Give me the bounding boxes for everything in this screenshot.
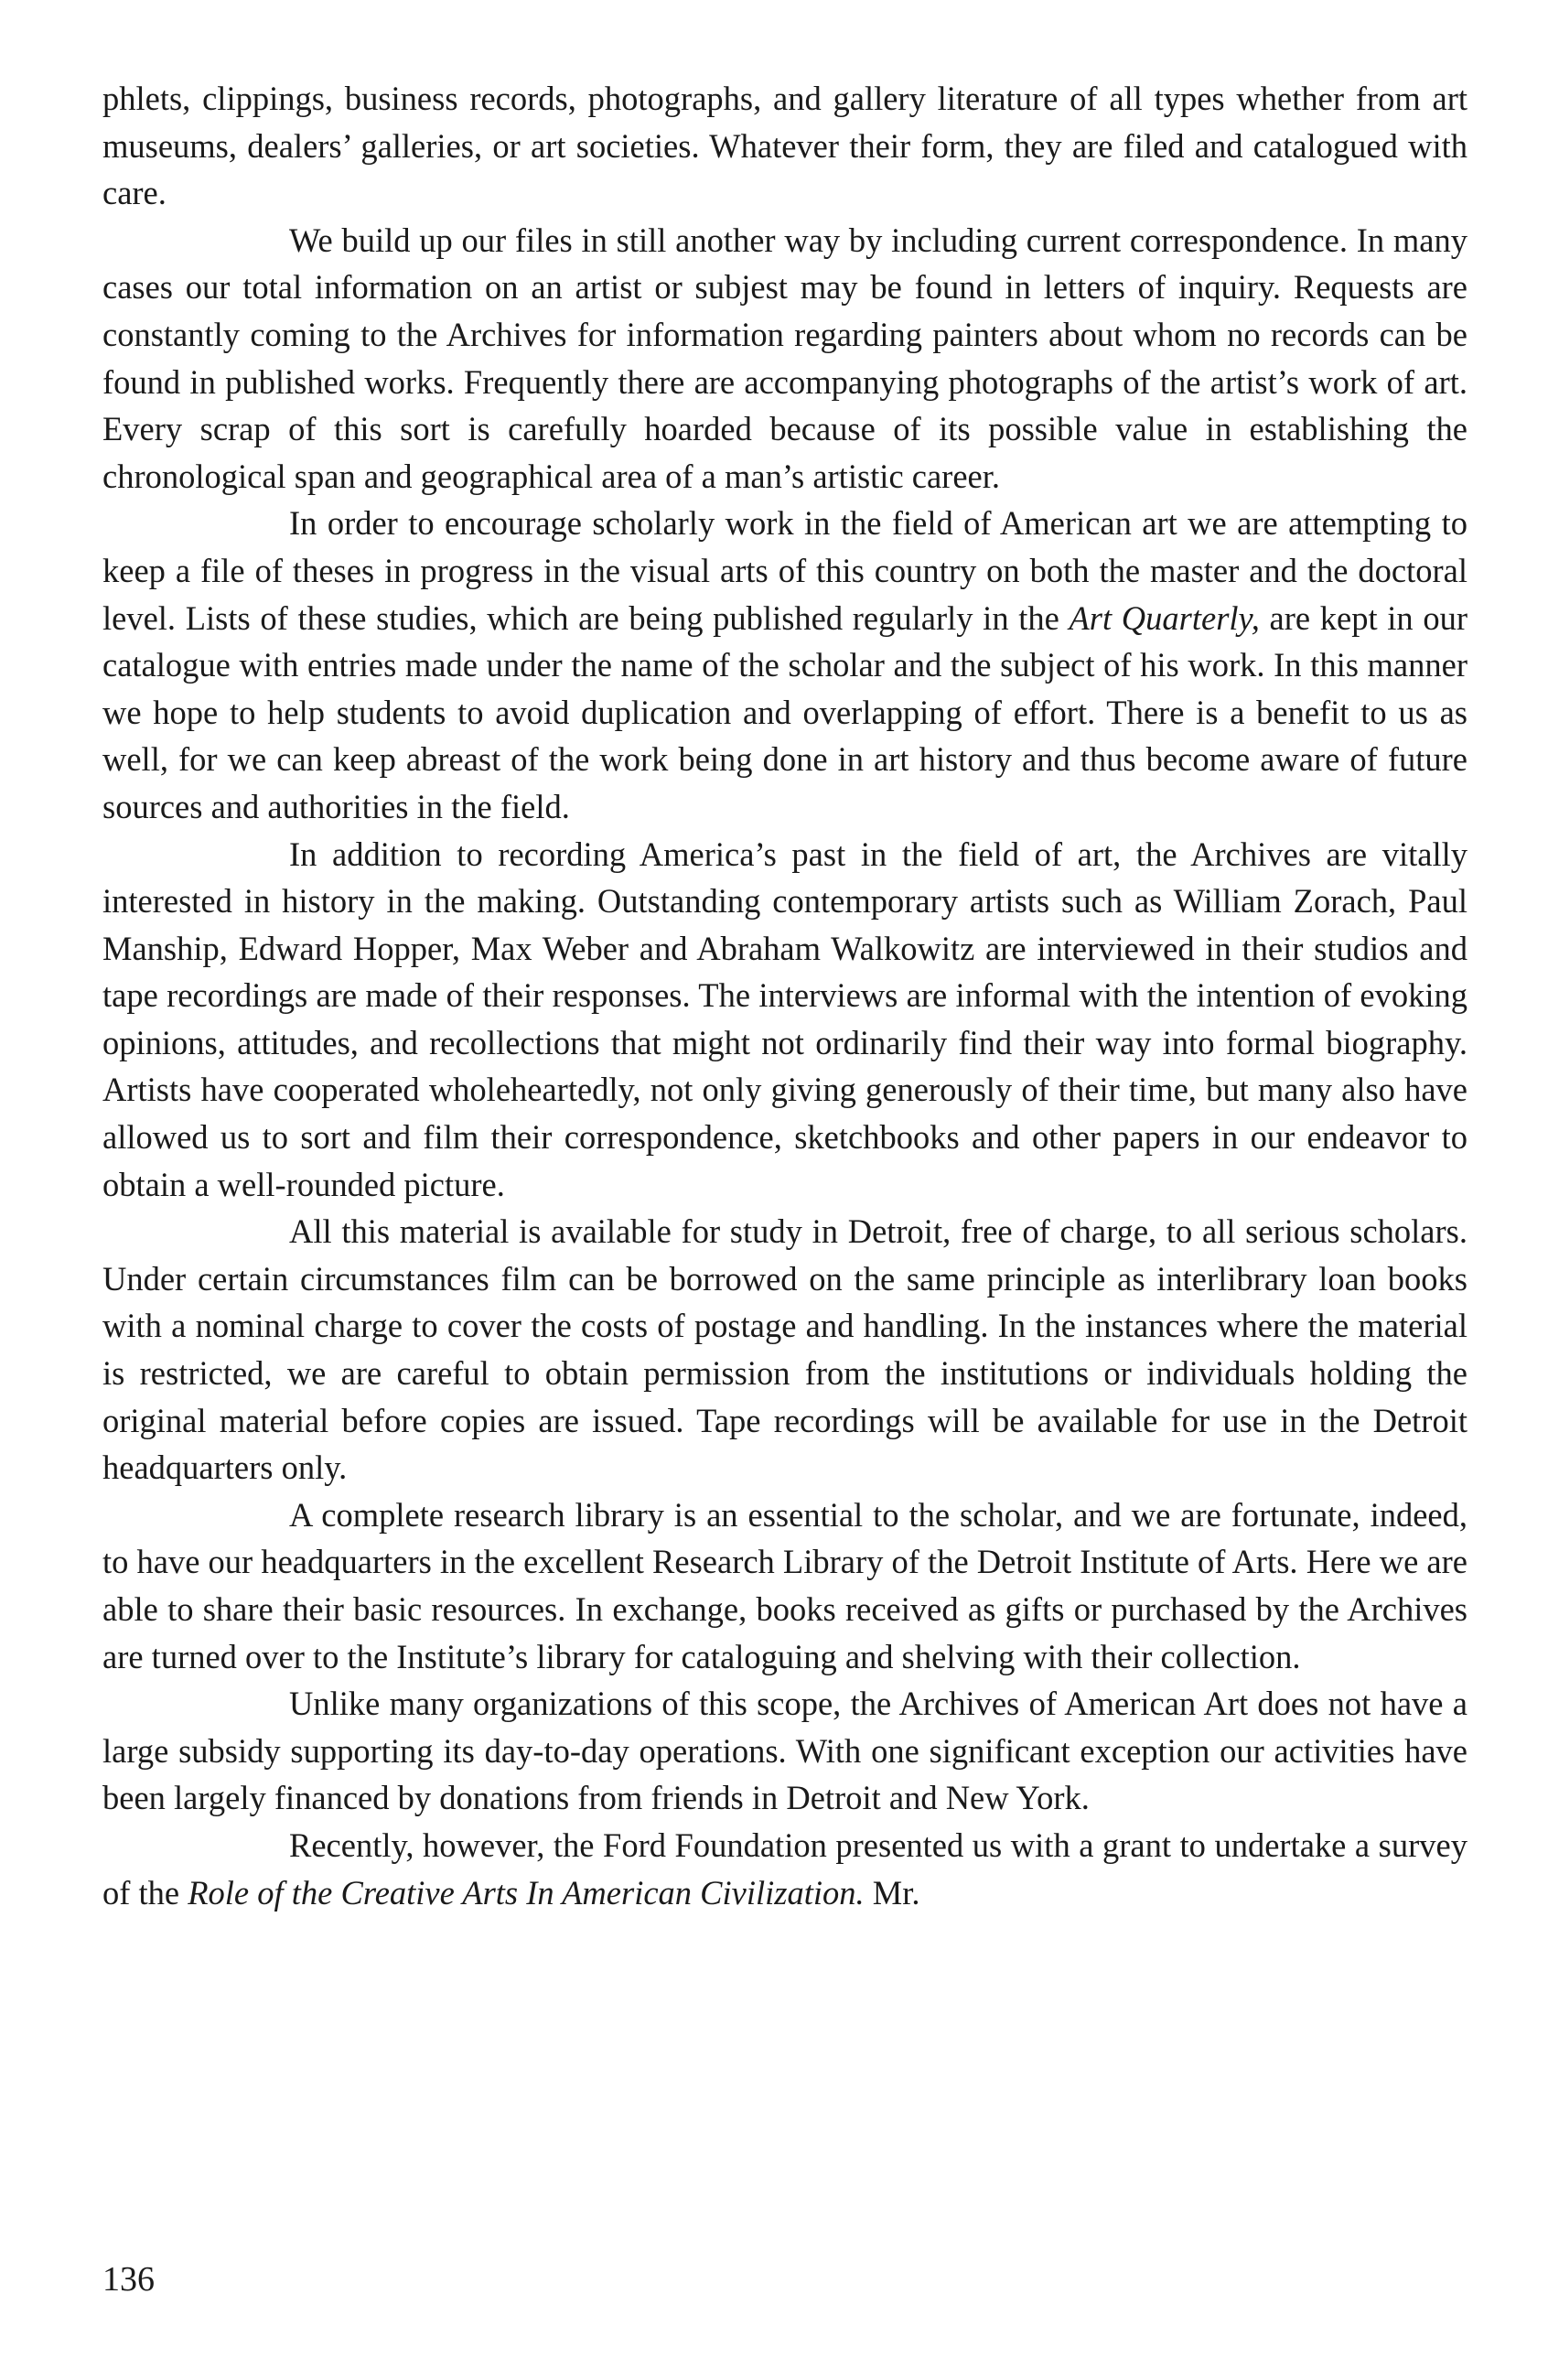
paragraph (102, 1492, 1467, 1680)
paragraph-text: In order to encourage scholarly work in the field of American art we are attempting to keep a file of theses in progress in the visual arts of this country on both the master and the doctoral level. Lists of these studies, which are being published regularly in the (102, 504, 1467, 637)
paragraph-text: All this material is available for study in Detroit, free of charge, to all serious scholars. Under certain circumstances film can be borrowed on the same principle as interlibrary loan books with a nominal charge to cover the costs of postage and handling. In the instances where the material is restricted, we are careful to obtain permission from the institutions or individuals holding the original material before copies are issued. Tape recordings will be available for use in the Detroit headquarters only. (102, 1212, 1467, 1487)
paragraph-text: Mr. (864, 1873, 920, 1912)
paragraph (102, 1680, 1467, 1822)
paragraph-text: phlets, clippings, business records, photographs, and gallery literature of all types whether from art museums, dealers’ galleries, or art societies. Whatever their form, they are filed and catalogued with care. (102, 80, 1467, 212)
paragraph (102, 831, 1467, 1209)
paragraph (102, 1822, 1467, 1916)
paragraph-text: are kept in our catalogue with entries made under the name of the scholar and the subject of his work. In this manner we hope to help students to avoid duplication and overlapping of effort. There is a benefit to us as well, for we can keep abreast of the work being done in art history and thus become aware of future sources and authorities in the field. (102, 598, 1467, 825)
paragraph (102, 217, 1467, 501)
paragraph-text: A complete research library is an essential to the scholar, and we are fortunate, indeed, to have our headquarters in the excellent Research Library of the Detroit Institute of Arts. Here we are able to share their basic resources. In exchange, books received as gifts or purchased by the Archives are turned over to the Institute’s library for cataloguing and shelving with their collection. (102, 1495, 1467, 1675)
paragraph-text: In addition to recording America’s past in the field of art, the Archives are vitally interested in history in the making. Outstanding contemporary artists such as William Zorach, Paul Manship, Edward Hopper, Max Weber and Abraham Walkowitz are interviewed in their studios and tape recordings are made of their responses. The interviews are informal with the intention of evoking opinions, attitudes, and recollections that might not ordinarily find their way into formal biography. Artists have cooperated wholeheartedly, not only giving generously of their time, but many also have allowed us to sort and film their correspondence, sketchbooks and other papers in our endeavor to obtain a well-rounded picture. (102, 835, 1467, 1203)
paragraph-text: We build up our files in still another way by including current correspondence. In many cases our total information on an artist or subjest may be found in letters of inquiry. Requests are constantly coming to the Archives for information regarding painters about whom no records can be found in published works. Frequently there are accompanying photographs of the artist’s work of art. Every scrap of this sort is carefully hoarded because of its possible value in establishing the chronological span and geographical area of a man’s artistic career. (102, 221, 1467, 495)
paragraph-text: Unlike many organizations of this scope, the Archives of American Art does not have a large subsidy supporting its day-to-day operations. With one significant exception our activities have been largely financed by donations from friends in Detroit and New York. (102, 1685, 1467, 1817)
paragraph (102, 1208, 1467, 1492)
journal-title: Art Quarterly, (1069, 598, 1260, 637)
page-number: 136 (102, 2260, 155, 2299)
survey-title: Role of the Creative Arts In American Civilization. (188, 1873, 865, 1912)
page-body (102, 75, 1467, 1916)
paragraph (102, 75, 1467, 217)
paragraph (102, 500, 1467, 830)
paragraph-text: Recently, however, the Ford Foundation presented us with a grant to undertake a survey of the (102, 1825, 1467, 1912)
